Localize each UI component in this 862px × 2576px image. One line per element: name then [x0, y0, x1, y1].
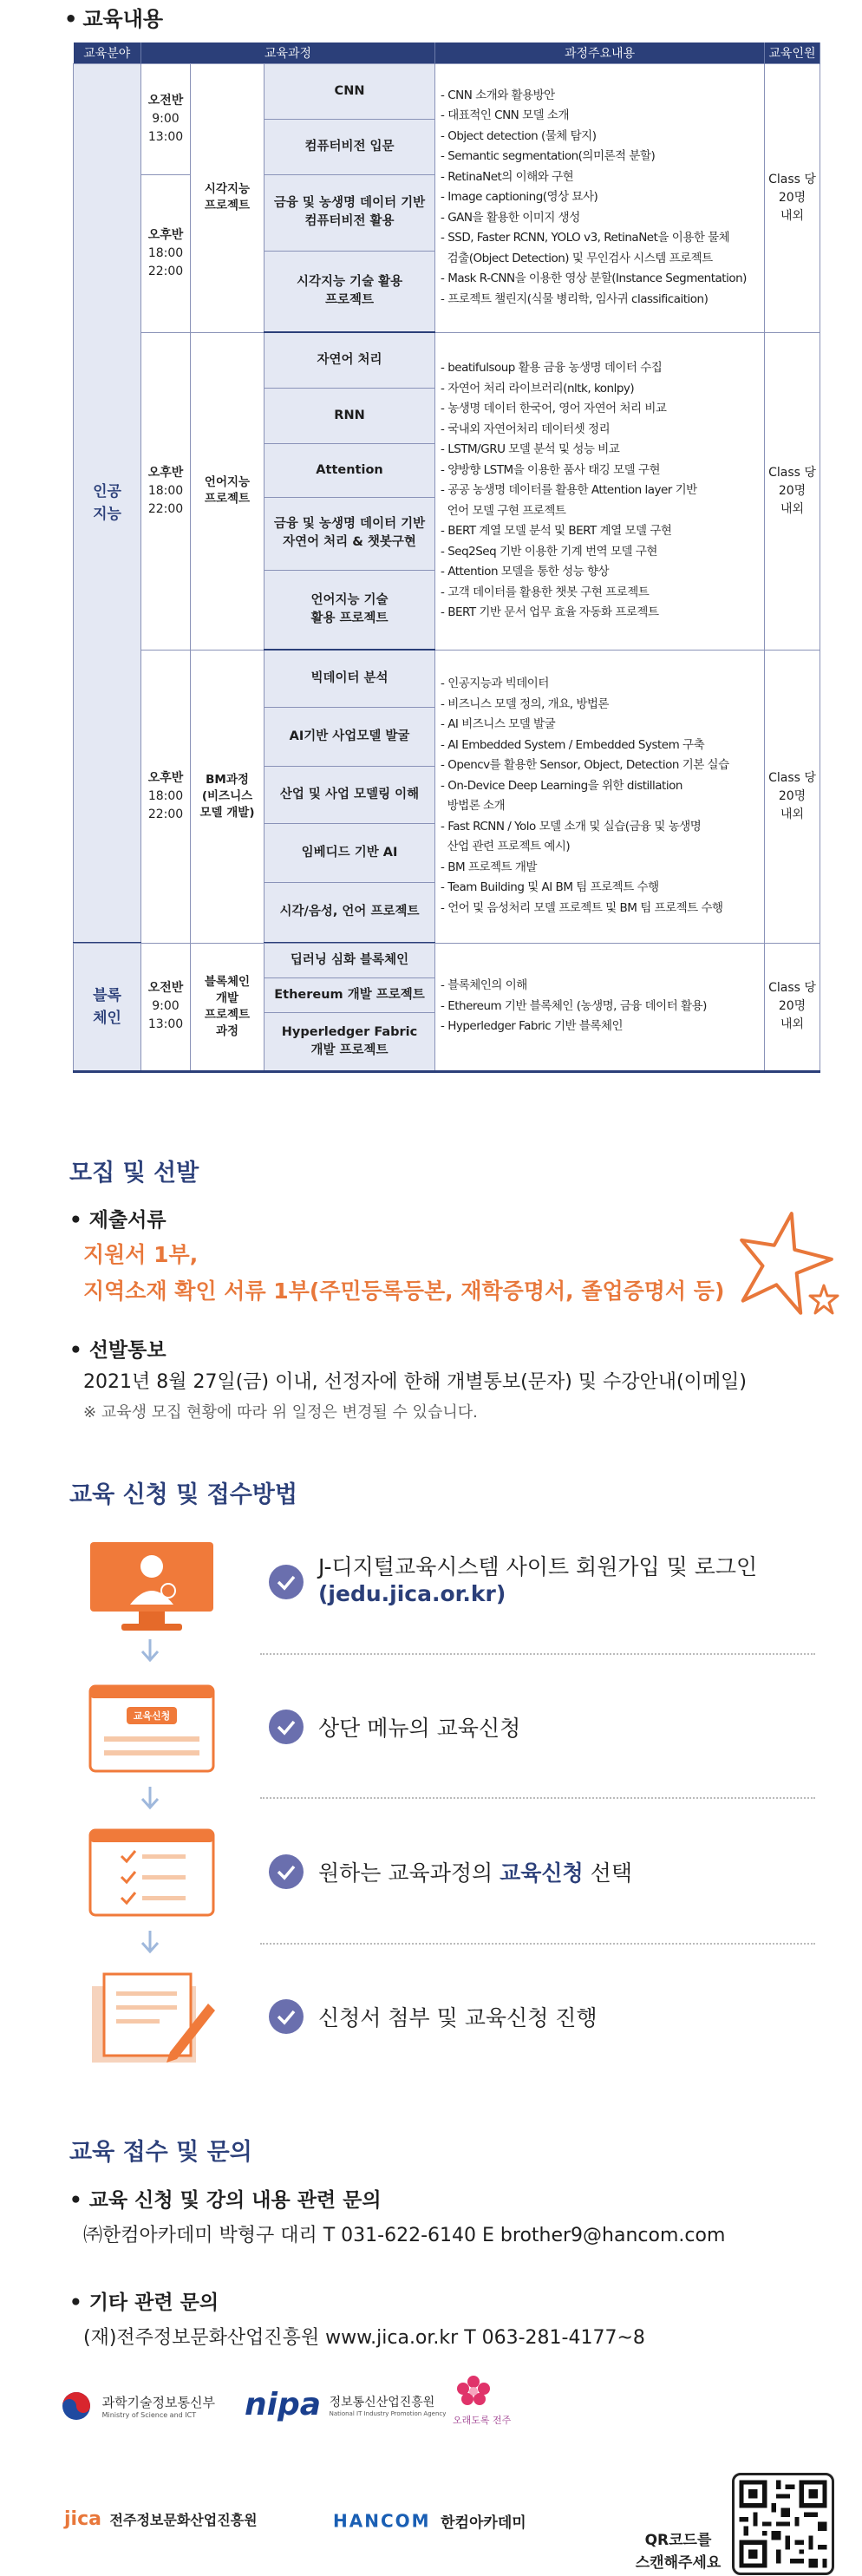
table-row	[74, 650, 820, 707]
section-heading-curriculum: • 교육내용	[64, 7, 164, 31]
content-item: - Ethereum 기반 블록체인 (농생명, 금융 데이터 활용)	[441, 998, 707, 1013]
course-cell	[264, 1012, 435, 1071]
content-item: - CNN 소개와 활용방안	[441, 88, 555, 102]
content-item: - Fast RCNN / Yolo 모델 소개 및 실습(금융 및 농생명	[441, 819, 702, 834]
jeonju-slogan: 오래도록 전주	[453, 2415, 512, 2426]
msit-name: 과학기술정보통신부	[101, 2395, 215, 2410]
qr-label	[633, 2529, 723, 2574]
nipa-mark: nipa	[245, 2387, 322, 2422]
time-cell	[141, 332, 191, 650]
course-label: 컴퓨터비전 입문	[304, 139, 395, 154]
course-label: Attention	[316, 462, 383, 477]
content-item: - beatifulsoup 활용 금융 농생명 데이터 수집	[441, 361, 663, 376]
capacity-label: Class 당 20명 내외	[768, 465, 816, 516]
field-ai	[74, 63, 141, 943]
course-label: 임베디드 기반 AI	[301, 845, 398, 860]
notice-title-text: 선발통보	[88, 1339, 167, 1362]
capacity-label: Class 당 20명 내외	[768, 981, 816, 1031]
course-label: 시각/음성, 언어 프로젝트	[279, 905, 420, 919]
course-cell	[264, 119, 435, 174]
content-item: - AI 비즈니스 모델 발굴	[441, 717, 556, 731]
user-monitor-icon	[87, 1539, 217, 1636]
content-item: - LSTM/GRU 모델 분석 및 성능 비교	[441, 442, 620, 457]
header-field: 교육분야	[74, 42, 141, 63]
category-cell	[191, 943, 264, 1071]
time-range: 18:00 22:00	[147, 788, 184, 821]
jica-logo	[64, 2508, 258, 2530]
time-cell	[141, 174, 191, 332]
field-blockchain-label: 블록 체인	[93, 986, 121, 1027]
time-label: 오후반	[147, 465, 184, 480]
course-label: 딥러닝 심화 블록체인	[290, 952, 409, 967]
course-label: 시각지능 기술 활용 프로젝트	[296, 274, 403, 307]
category-label: 언어지능 프로젝트	[204, 475, 251, 506]
content-item: 검출(Object Detection) 및 무인검사 시스템 프로젝트	[441, 251, 713, 265]
recruit-title: 모집 및 선발	[69, 1160, 199, 1187]
table-row	[74, 332, 820, 388]
course-cell	[264, 174, 435, 251]
content-list	[441, 976, 761, 1037]
down-arrow-icon	[137, 1929, 163, 1955]
time-cell	[141, 63, 191, 174]
contact-title: 교육 접수 및 문의	[69, 2139, 252, 2166]
q2-line: (재)전주정보문화산업진흥원 www.jica.or.kr T 063-281-4177~8	[83, 2327, 645, 2349]
step1-line2	[318, 1581, 506, 1606]
qr-label-text: QR코드를 스캔해주세요	[635, 2532, 722, 2572]
capacity-cell	[765, 650, 820, 943]
content-item: - Opencv를 활용한 Sensor, Object, Detection 기본 실습	[441, 758, 729, 772]
msit-name-en: Ministry of Science and ICT	[101, 2411, 197, 2419]
content-item: - Seq2Seq 기반 이용한 기계 번역 모델 구현	[441, 544, 657, 559]
content-item: - AI Embedded System / Embedded System 구축	[441, 737, 705, 752]
category-label: 시각지능 프로젝트	[204, 182, 251, 212]
content-cell	[435, 943, 765, 1071]
course-label: 빅데이터 분석	[310, 670, 389, 685]
course-cell	[264, 823, 435, 882]
content-item: - RetinaNet의 이해와 구현	[441, 169, 574, 184]
content-item: - Attention 모델을 통한 성능 향상	[441, 565, 610, 579]
nipa-logo	[245, 2387, 446, 2422]
time-range: 18:00 22:00	[147, 245, 184, 278]
hancom-mark: HANCOM	[333, 2510, 431, 2532]
content-item: - 언어 및 음성처리 모델 프로젝트 및 BM 팀 프로젝트 수행	[441, 900, 723, 915]
category-label: 블록체인 개발 프로젝트 과정	[204, 974, 251, 1038]
course-cell	[264, 882, 435, 943]
course-cell	[264, 63, 435, 119]
content-item: - 대표적인 CNN 모델 소개	[441, 108, 570, 123]
content-item: - Image captioning(영상 묘사)	[441, 190, 598, 205]
browser-menu-label: 교육신청	[133, 1710, 171, 1722]
document-pen-icon	[87, 1969, 217, 2066]
docs-title: • 제출서류	[69, 1209, 167, 1232]
hancom-name: 한컴아카데미	[441, 2514, 526, 2532]
course-label: 자연어 처리	[317, 352, 382, 367]
content-item: - Semantic segmentation(의미론적 분할)	[441, 149, 656, 164]
course-label: RNN	[334, 408, 365, 422]
content-item: - Object detection (물체 탐지)	[441, 128, 597, 143]
table-header-row	[74, 42, 820, 63]
course-cell	[264, 251, 435, 332]
content-item: - BM 프로젝트 개발	[441, 860, 537, 874]
notice-line: 2021년 8월 27일(금) 이내, 선정자에 한해 개별통보(문자) 및 수강안내(이메일)	[83, 1371, 747, 1393]
divider	[260, 1797, 815, 1799]
content-cell	[435, 63, 765, 332]
course-label: 산업 및 사업 모델링 이해	[279, 787, 420, 801]
notice-note: ※ 교육생 모집 현황에 따라 위 일정은 변경될 수 있습니다.	[83, 1403, 478, 1422]
down-arrow-icon	[137, 1785, 163, 1811]
content-item: - Hyperledger Fabric 기반 블록체인	[441, 1019, 624, 1034]
step3-prefix: 원하는 교육과정의	[318, 1860, 500, 1886]
content-item: - Mask R-CNN을 이용한 영상 분할(Instance Segmentation)	[441, 271, 747, 286]
header-capacity: 교육인원	[765, 42, 820, 63]
course-label: 언어지능 기술 활용 프로젝트	[310, 592, 389, 625]
category-cell	[191, 63, 264, 332]
course-label: 금융 및 농생명 데이터 기반 자연어 처리 & 챗봇구현	[273, 517, 426, 549]
msit-logo	[61, 2390, 215, 2422]
divider	[260, 1653, 815, 1655]
content-item: - 양방향 LSTM을 이용한 품사 태깅 모델 구현	[441, 462, 661, 477]
content-item: - BERT 계열 모델 분석 및 BERT 계열 모델 구현	[441, 524, 672, 539]
course-cell	[264, 650, 435, 707]
header-course: 교육과정	[141, 42, 435, 63]
course-label: CNN	[334, 83, 365, 98]
check-icon	[269, 1710, 304, 1744]
content-item: - 고객 데이터를 활용한 챗봇 구현 프로젝트	[441, 585, 650, 599]
step2-text: 상단 메뉴의 교육신청	[318, 1716, 521, 1741]
content-cell	[435, 650, 765, 943]
step3-suffix: 선택	[583, 1860, 632, 1886]
content-item: 산업 관련 프로젝트 예시)	[441, 840, 571, 853]
content-item: - SSD, Faster RCNN, YOLO v3, RetinaNet을 이용한 물체	[441, 231, 730, 245]
content-item: - Team Building 및 AI BM 팀 프로젝트 수행	[441, 880, 659, 894]
q2-title-text: 기타 관련 문의	[88, 2292, 219, 2314]
time-range: 9:00 13:00	[147, 111, 184, 144]
category-label: BM과정 (비즈니스 모델 개발)	[199, 772, 255, 820]
q1-title: • 교육 신청 및 강의 내용 관련 문의	[69, 2189, 382, 2212]
time-label: 오후반	[147, 227, 184, 242]
apply-title: 교육 신청 및 접수방법	[69, 1481, 297, 1508]
content-cell	[435, 332, 765, 650]
taeguk-icon	[61, 2390, 92, 2422]
q1-line: ㈜한컴아카데미 박형구 대리 T 031-622-6140 E brother9@hancom.com	[83, 2225, 726, 2246]
content-item: - 인공지능과 빅데이터	[441, 677, 549, 690]
qr-code-icon[interactable]	[732, 2473, 834, 2575]
step3-bold: 교육신청	[500, 1860, 584, 1886]
flower-icon	[453, 2373, 494, 2408]
curriculum-table	[73, 42, 820, 1073]
notice-title: • 선발통보	[69, 1339, 167, 1362]
capacity-cell	[765, 63, 820, 332]
q2-title: • 기타 관련 문의	[69, 2292, 219, 2314]
content-list	[441, 674, 761, 919]
time-cell	[141, 943, 191, 1071]
time-range: 18:00 22:00	[147, 483, 184, 516]
course-cell	[264, 977, 435, 1012]
content-item: - 블록체인의 이해	[441, 978, 527, 993]
time-range: 9:00 13:00	[147, 999, 184, 1031]
content-item: - 국내외 자연어처리 데이터셋 정리	[441, 422, 611, 436]
step1-line1: J-디지털교육시스템 사이트 회원가입 및 로그인	[318, 1554, 758, 1579]
down-arrow-icon	[137, 1638, 163, 1664]
step1-link[interactable]: (jedu.jica.or.kr)	[318, 1581, 506, 1606]
course-cell	[264, 707, 435, 766]
q1-title-text: 교육 신청 및 강의 내용 관련 문의	[88, 2189, 382, 2212]
content-list	[441, 86, 761, 311]
course-cell	[264, 497, 435, 570]
course-label: 금융 및 농생명 데이터 기반 컴퓨터비전 활용	[273, 196, 426, 228]
course-label: Ethereum 개발 프로젝트	[274, 987, 425, 1002]
header-content: 과정주요내용	[435, 42, 765, 63]
hancom-logo	[333, 2510, 526, 2532]
content-item: 방법론 소개	[441, 799, 506, 813]
check-icon	[269, 1565, 304, 1599]
step4-text: 신청서 첨부 및 교육신청 진행	[318, 2005, 598, 2030]
course-cell	[264, 570, 435, 650]
content-item: - On-Device Deep Learning을 위한 distillation	[441, 778, 682, 793]
content-item: - 농생명 데이터 한국어, 영어 자연어 처리 비교	[441, 402, 667, 416]
jica-mark: jica	[64, 2508, 101, 2530]
course-cell	[264, 943, 435, 977]
jeonju-logo	[453, 2373, 511, 2427]
time-label: 오전반	[147, 93, 184, 108]
content-item: - 공공 농생명 데이터를 활용한 Attention layer 기반	[441, 483, 697, 498]
time-label: 오전반	[147, 981, 184, 995]
course-label: Hyperledger Fabric 개발 프로젝트	[281, 1024, 418, 1057]
section-heading-text: 교육내용	[82, 7, 164, 31]
capacity-cell	[765, 943, 820, 1071]
divider	[260, 1943, 815, 1945]
course-cell	[264, 388, 435, 443]
time-cell	[141, 650, 191, 943]
content-item: - BERT 기반 문서 업무 효율 자동화 프로젝트	[441, 605, 659, 620]
docs-line-1: 지원서 1부,	[83, 1242, 199, 1267]
capacity-label: Class 당 20명 내외	[768, 770, 816, 821]
nipa-name: 정보통신산업진흥원	[329, 2395, 435, 2409]
step3-text	[318, 1856, 632, 1887]
content-item: 언어 모델 구현 프로젝트	[441, 503, 566, 518]
star-decoration-icon	[730, 1206, 843, 1327]
browser-menu-icon	[87, 1681, 217, 1778]
jica-name: 전주정보문화산업진흥원	[109, 2512, 258, 2528]
content-item: - 비즈니스 모델 정의, 개요, 방법론	[441, 696, 609, 711]
check-icon	[269, 1854, 304, 1889]
course-cell	[264, 332, 435, 388]
content-list	[441, 358, 761, 624]
content-item: - GAN을 활용한 이미지 생성	[441, 210, 580, 225]
course-label: AI기반 사업모델 발굴	[289, 729, 410, 743]
course-cell	[264, 443, 435, 497]
capacity-cell	[765, 332, 820, 650]
capacity-label: Class 당 20명 내외	[768, 172, 816, 223]
docs-line-2: 지역소재 확인 서류 1부(주민등록등본, 재학증명서, 졸업증명서 등)	[83, 1278, 725, 1304]
category-cell	[191, 332, 264, 650]
check-icon	[269, 1999, 304, 2034]
nipa-name-en: National IT Industry Promotion Agency	[329, 2409, 447, 2417]
content-item: - 자연어 처리 라이브러리(nltk, konlpy)	[441, 381, 635, 396]
course-cell	[264, 766, 435, 823]
category-cell	[191, 650, 264, 943]
content-item: - 프로젝트 챌린지(식물 병리학, 임사귀 classificaition)	[441, 291, 709, 306]
docs-title-text: 제출서류	[88, 1209, 167, 1232]
checklist-window-icon	[87, 1825, 217, 1922]
field-blockchain	[74, 943, 141, 1071]
table-row	[74, 943, 820, 977]
field-ai-label: 인공 지능	[93, 482, 121, 523]
table-row	[74, 63, 820, 119]
time-label: 오후반	[147, 770, 184, 785]
